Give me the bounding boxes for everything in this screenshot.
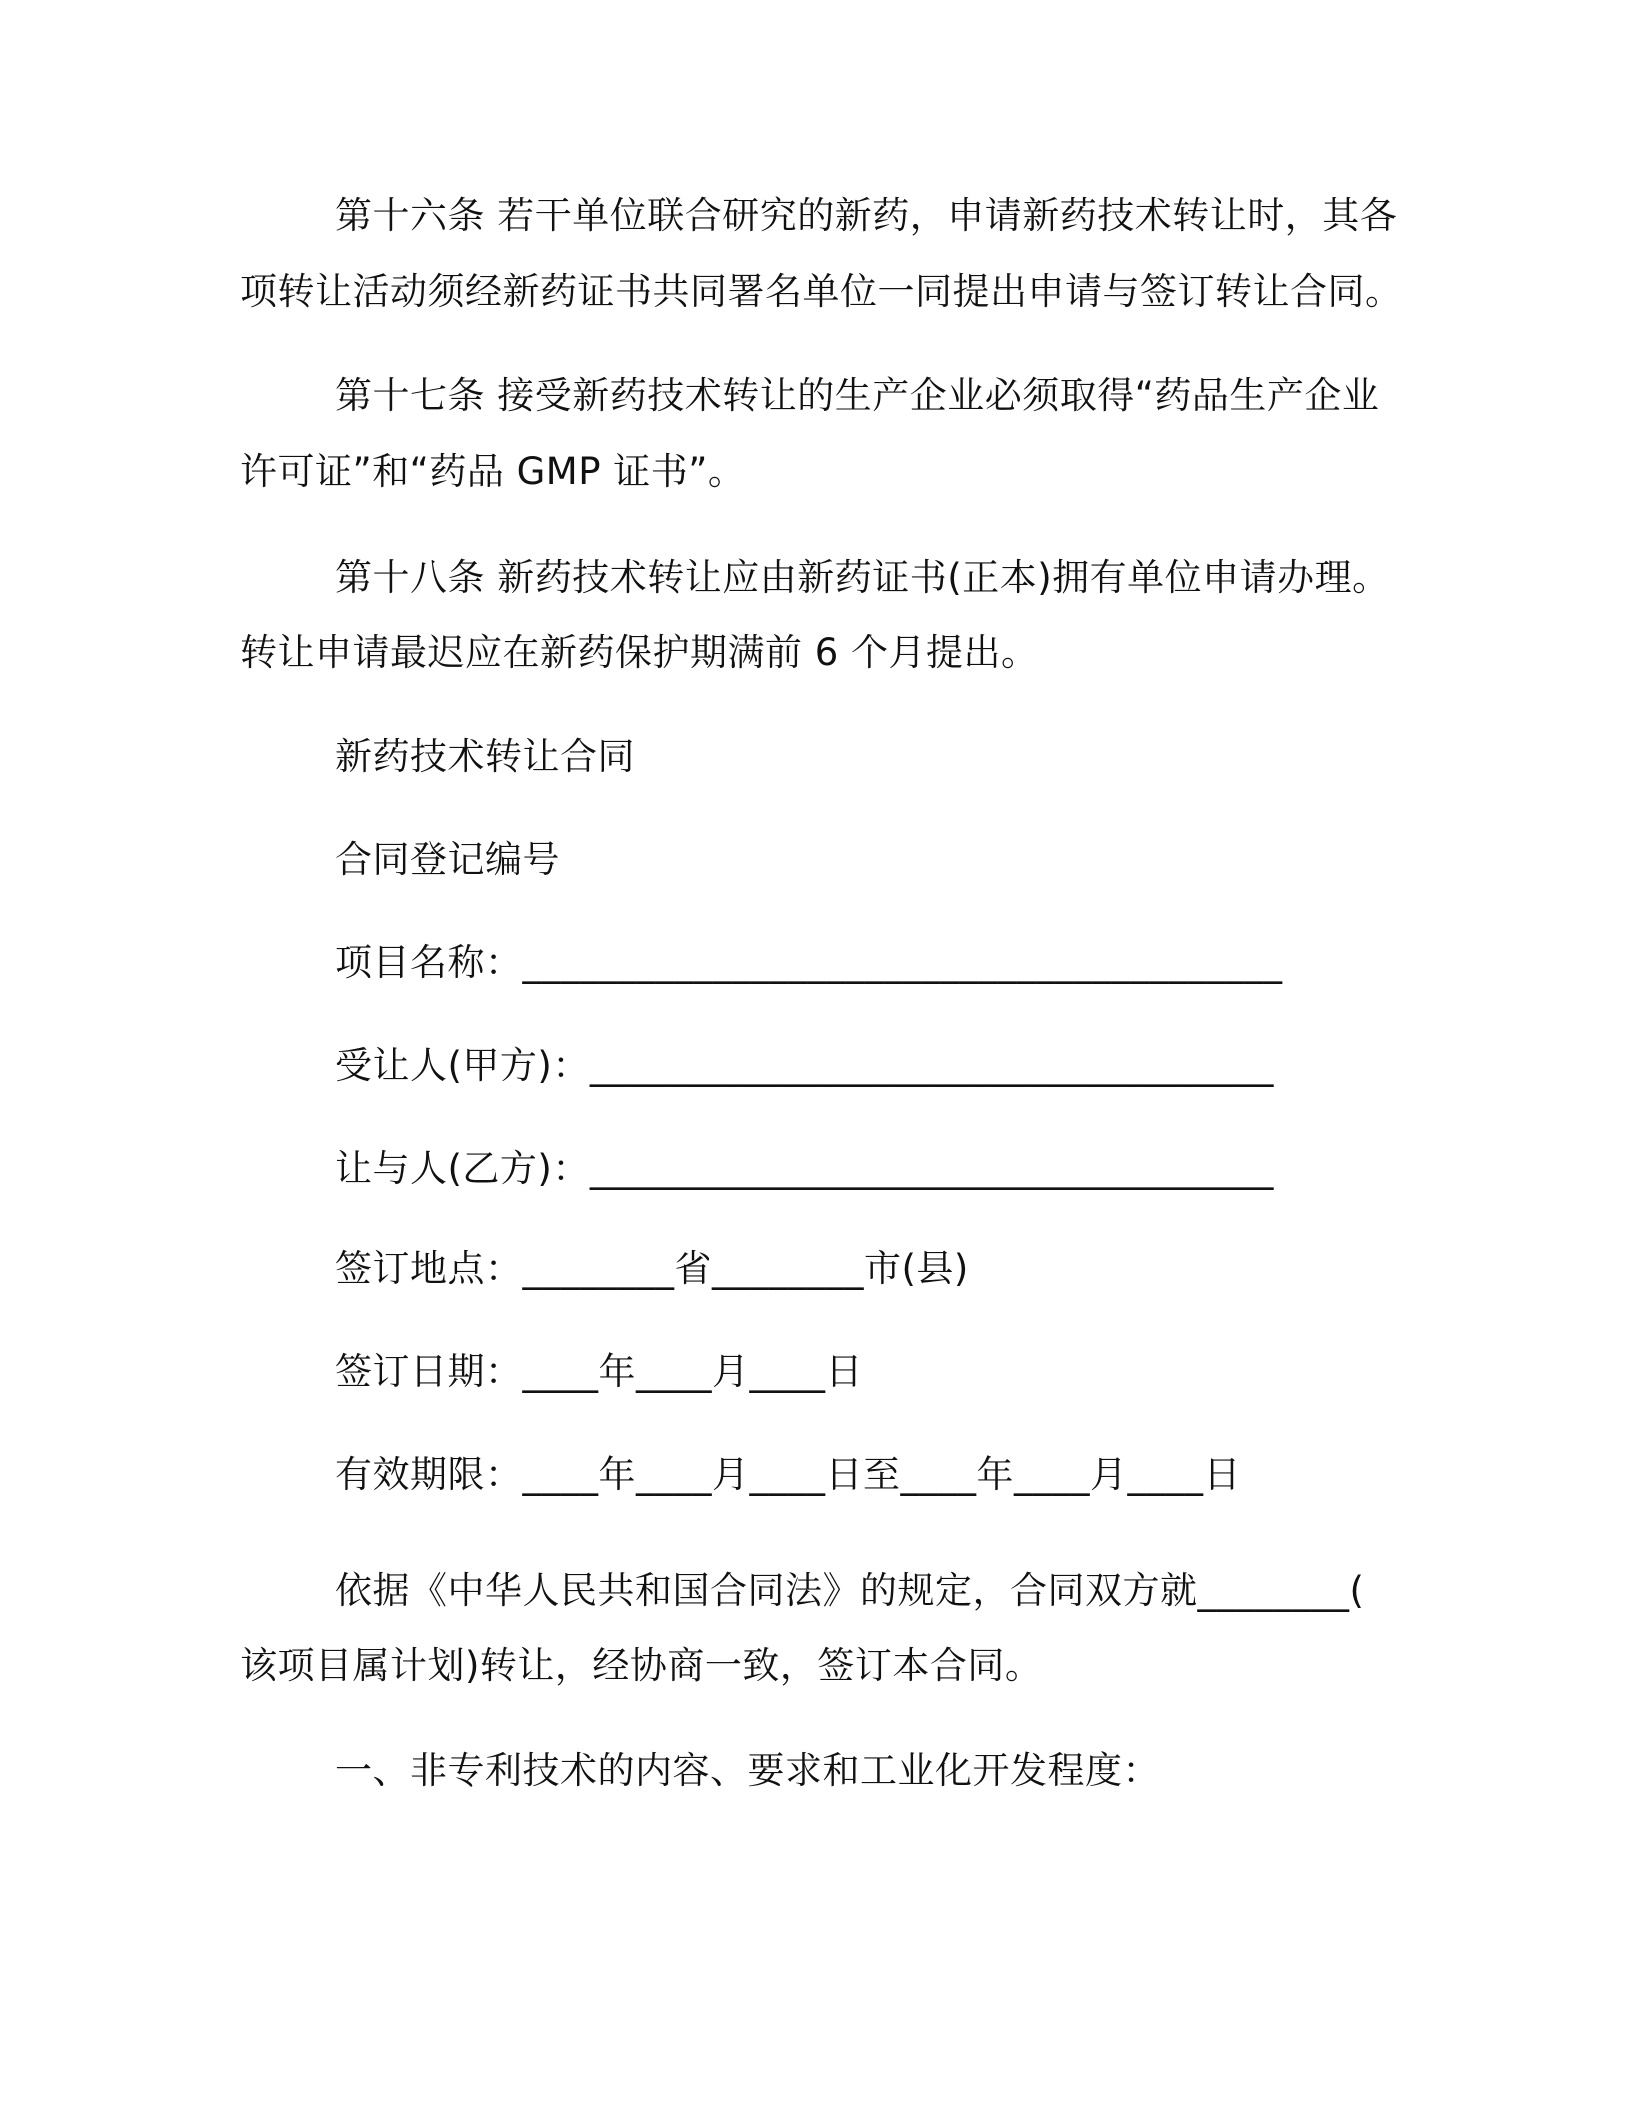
field-project-name: 项目名称：________________________________________ <box>335 941 1283 984</box>
preamble-line-1: 依据《中华人民共和国合同法》的规定，合同双方就________( <box>335 1569 1365 1612</box>
field-transferee: 受让人(甲方)：____________________________________ <box>335 1044 1274 1087</box>
article-18-line-2: 转让申请最迟应在新药保护期满前 6 个月提出。 <box>240 631 1039 674</box>
article-16-line-2: 项转让活动须经新药证书共同署名单位一同提出申请与签订转让合同。 <box>240 270 1403 313</box>
preamble-line-2: 该项目属计划)转让，经协商一致，签订本合同。 <box>240 1644 1043 1687</box>
field-signing-place: 签订地点：________省________市(县) <box>335 1247 969 1290</box>
article-17-line-2: 许可证”和“药品 GMP 证书”。 <box>240 450 746 493</box>
article-17-line-1: 第十七条 接受新药技术转让的生产企业必须取得“药品生产企业 <box>335 374 1380 417</box>
field-transferor: 让与人(乙方)：____________________________________ <box>335 1147 1274 1190</box>
article-18-line-1: 第十八条 新药技术转让应由新药证书(正本)拥有单位申请办理。 <box>335 556 1390 599</box>
section-1-heading: 一、非专利技术的内容、要求和工业化开发程度： <box>335 1749 1160 1792</box>
contract-title: 新药技术转让合同 <box>335 735 635 778</box>
field-signing-date: 签订日期：____年____月____日 <box>335 1350 863 1393</box>
field-validity-period: 有效期限：____年____月____日至____年____月____日 <box>335 1453 1241 1496</box>
contract-registration-number: 合同登记编号 <box>335 838 560 881</box>
article-16-line-1: 第十六条 若干单位联合研究的新药，申请新药技术转让时，其各 <box>335 194 1398 237</box>
